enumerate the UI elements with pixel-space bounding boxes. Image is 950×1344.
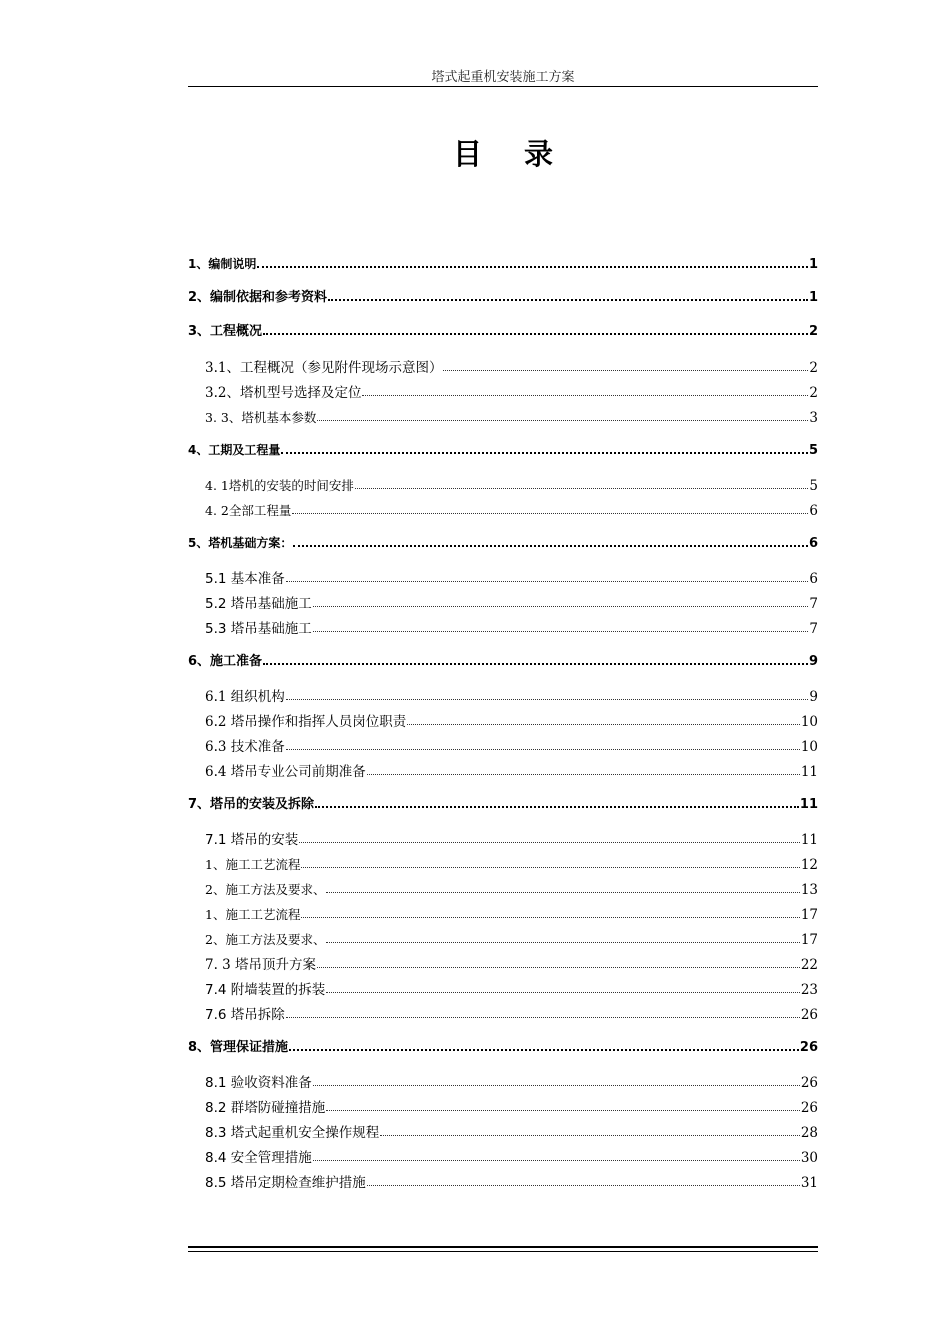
toc-entry-label: 3. 3、塔机基本参数 bbox=[205, 410, 317, 425]
toc-page-number: 9 bbox=[809, 689, 818, 705]
toc-leader-dots bbox=[317, 967, 800, 968]
toc-entry-label: 6、施工准备 bbox=[188, 654, 263, 669]
toc-entry-section[interactable] bbox=[205, 1094, 818, 1116]
toc-entry-label: 7.1 塔吊的安装 bbox=[205, 832, 299, 848]
toc-entry-label: 3.2、塔机型号选择及定位 bbox=[205, 385, 362, 401]
toc-page-number: 17 bbox=[800, 907, 818, 923]
toc-entry-section[interactable] bbox=[205, 683, 818, 705]
toc-entry-label: 6.2 塔吊操作和指挥人员岗位职责 bbox=[205, 714, 407, 730]
toc-leader-dots bbox=[326, 992, 800, 993]
toc-entry-chapter[interactable] bbox=[188, 647, 818, 669]
toc-leader-dots bbox=[281, 452, 808, 454]
toc-entry-label: 7.4 附墙装置的拆装 bbox=[205, 982, 326, 998]
toc-leader-dots bbox=[362, 395, 808, 396]
toc-page-number: 1 bbox=[808, 290, 818, 305]
toc-entry-label: 7. 3 塔吊顶升方案 bbox=[205, 957, 317, 973]
toc-entry-section[interactable] bbox=[205, 733, 818, 755]
toc-entry-section[interactable] bbox=[205, 565, 818, 587]
toc-entry-chapter[interactable] bbox=[188, 1033, 818, 1055]
toc-entry-label: 8.5 塔吊定期检查维护措施 bbox=[205, 1175, 366, 1191]
toc-leader-dots bbox=[328, 299, 808, 301]
toc-entry-section[interactable] bbox=[205, 951, 818, 973]
toc-entry-label: 5.3 塔吊基础施工 bbox=[205, 621, 312, 637]
toc-page-number: 1 bbox=[808, 257, 818, 272]
toc-entry-label: 2、施工方法及要求、 bbox=[205, 882, 326, 897]
toc-entry-section[interactable] bbox=[205, 876, 818, 898]
toc-leader-dots bbox=[313, 631, 809, 632]
toc-entry-label: 4、工期及工程量 bbox=[188, 443, 281, 457]
toc-entry-label: 1、编制说明 bbox=[188, 257, 257, 271]
toc-leader-dots bbox=[367, 774, 800, 775]
toc-entry-section[interactable] bbox=[205, 1169, 818, 1191]
toc-entry-section[interactable] bbox=[205, 851, 818, 873]
toc-entry-label: 3.1、工程概况（参见附件现场示意图） bbox=[205, 360, 443, 376]
toc-page-number: 13 bbox=[800, 882, 818, 898]
toc-leader-dots bbox=[355, 488, 809, 489]
toc-leader-dots bbox=[326, 942, 799, 943]
toc-entry-section[interactable] bbox=[205, 758, 818, 780]
toc-entry-label: 1、施工工艺流程 bbox=[205, 907, 301, 922]
toc-page-number: 6 bbox=[809, 571, 818, 587]
toc-leader-dots bbox=[367, 1185, 800, 1186]
toc-entry-label: 7、塔吊的安装及拆除 bbox=[188, 797, 315, 812]
toc-page-number: 26 bbox=[800, 1007, 818, 1023]
toc-entry-label: 7.6 塔吊拆除 bbox=[205, 1007, 285, 1023]
toc-leader-dots bbox=[286, 699, 809, 700]
toc-page-number: 7 bbox=[809, 596, 818, 612]
toc-leader-dots bbox=[301, 917, 799, 918]
toc-entry-label: 1、施工工艺流程 bbox=[205, 857, 301, 872]
toc-page-number: 26 bbox=[799, 1040, 818, 1055]
toc-entry-section[interactable] bbox=[205, 472, 818, 494]
toc-leader-dots bbox=[313, 1160, 800, 1161]
toc-entry-section[interactable] bbox=[205, 404, 818, 426]
toc-leader-dots bbox=[380, 1135, 800, 1136]
toc-entry-label: 8.3 塔式起重机安全操作规程 bbox=[205, 1125, 380, 1141]
toc-page-number: 2 bbox=[808, 324, 818, 339]
toc-entry-section[interactable] bbox=[205, 1001, 818, 1023]
toc-entry-section[interactable] bbox=[205, 926, 818, 948]
toc-entry-section[interactable] bbox=[205, 901, 818, 923]
footer-rule bbox=[188, 1246, 818, 1248]
toc-page-number: 2 bbox=[809, 360, 818, 376]
toc-leader-dots bbox=[292, 513, 808, 514]
toc-leader-dots bbox=[317, 420, 808, 421]
toc-leader-dots bbox=[407, 724, 800, 725]
toc-entry-chapter[interactable] bbox=[188, 317, 818, 339]
toc-entry-section[interactable] bbox=[205, 379, 818, 401]
toc-leader-dots bbox=[263, 663, 808, 665]
toc-page-number: 12 bbox=[800, 857, 818, 873]
toc-entry-label: 8.4 安全管理措施 bbox=[205, 1150, 312, 1166]
toc-page-number: 22 bbox=[800, 957, 818, 973]
toc-entry-section[interactable] bbox=[205, 1144, 818, 1166]
toc-leader-dots bbox=[293, 545, 808, 547]
toc-entry-chapter[interactable] bbox=[188, 283, 818, 305]
toc-page-number: 10 bbox=[800, 739, 818, 755]
toc-entry-section[interactable] bbox=[205, 708, 818, 730]
toc-leader-dots bbox=[313, 1085, 800, 1086]
toc-entry-section[interactable] bbox=[205, 497, 818, 519]
toc-leader-dots bbox=[257, 266, 808, 268]
toc-entry-label: 2、施工方法及要求、 bbox=[205, 932, 326, 947]
toc-entry-chapter[interactable] bbox=[188, 250, 818, 272]
toc-entry-label: 6.3 技术准备 bbox=[205, 739, 285, 755]
toc-page-number: 10 bbox=[800, 714, 818, 730]
toc-page-number: 23 bbox=[800, 982, 818, 998]
toc-title: 目录 bbox=[452, 137, 595, 171]
toc-page-number: 11 bbox=[799, 797, 818, 812]
toc-entry-section[interactable] bbox=[205, 615, 818, 637]
toc-entry-section[interactable] bbox=[205, 826, 818, 848]
toc-page-number: 3 bbox=[809, 410, 818, 426]
toc-entry-label: 6.1 组织机构 bbox=[205, 689, 285, 705]
toc-entry-section[interactable] bbox=[205, 590, 818, 612]
toc-leader-dots bbox=[286, 581, 809, 582]
toc-entry-label: 5、塔机基础方案： bbox=[188, 536, 293, 550]
toc-entry-section[interactable] bbox=[205, 1119, 818, 1141]
toc-entry-section[interactable] bbox=[205, 976, 818, 998]
toc-entry-label: 6.4 塔吊专业公司前期准备 bbox=[205, 764, 366, 780]
toc-leader-dots bbox=[315, 806, 799, 808]
toc-leader-dots bbox=[263, 333, 808, 335]
toc-page-number: 17 bbox=[800, 932, 818, 948]
toc-leader-dots bbox=[289, 1049, 799, 1051]
toc-page-number: 31 bbox=[800, 1175, 818, 1191]
toc-page-number: 11 bbox=[800, 832, 818, 848]
toc-entry-label: 4. 2全部工程量 bbox=[205, 503, 292, 518]
toc-entry-label: 5.1 基本准备 bbox=[205, 571, 285, 587]
running-header: 塔式起重机安装施工方案 bbox=[431, 70, 575, 85]
toc-page-number: 11 bbox=[800, 764, 818, 780]
toc-page-number: 7 bbox=[809, 621, 818, 637]
toc-entry-chapter[interactable] bbox=[188, 529, 818, 551]
toc-entry-label: 3、工程概况 bbox=[188, 324, 263, 339]
toc-leader-dots bbox=[326, 1110, 800, 1111]
toc-page-number: 5 bbox=[809, 478, 818, 494]
toc-leader-dots bbox=[313, 606, 809, 607]
toc-page-number: 6 bbox=[808, 536, 818, 551]
toc-page-number: 30 bbox=[800, 1150, 818, 1166]
toc-entry-label: 8.2 群塔防碰撞措施 bbox=[205, 1100, 326, 1116]
toc-entry-label: 8.1 验收资料准备 bbox=[205, 1075, 312, 1091]
toc-leader-dots bbox=[301, 867, 799, 868]
toc-entry-label: 2、编制依据和参考资料 bbox=[188, 290, 328, 305]
toc-leader-dots bbox=[286, 1017, 800, 1018]
toc-leader-dots bbox=[299, 842, 800, 843]
toc-page-number: 5 bbox=[808, 443, 818, 458]
toc-page-number: 28 bbox=[800, 1125, 818, 1141]
toc-entry-section[interactable] bbox=[205, 354, 818, 376]
toc-leader-dots bbox=[286, 749, 800, 750]
toc-leader-dots bbox=[443, 370, 808, 371]
toc-page-number: 9 bbox=[808, 654, 818, 669]
footer-rule-thin bbox=[188, 1251, 818, 1252]
toc-leader-dots bbox=[326, 892, 799, 893]
toc-page-number: 2 bbox=[809, 385, 818, 401]
toc-entry-label: 8、管理保证措施 bbox=[188, 1040, 289, 1055]
toc-entry-chapter[interactable] bbox=[188, 790, 818, 812]
toc-page-number: 26 bbox=[800, 1075, 818, 1091]
toc-entry-label: 5.2 塔吊基础施工 bbox=[205, 596, 312, 612]
toc-entry-label: 4. 1塔机的安装的时间安排 bbox=[205, 478, 354, 493]
toc-entry-chapter[interactable] bbox=[188, 436, 818, 458]
toc-page-number: 6 bbox=[809, 503, 818, 519]
toc-entry-section[interactable] bbox=[205, 1069, 818, 1091]
toc-page-number: 26 bbox=[800, 1100, 818, 1116]
